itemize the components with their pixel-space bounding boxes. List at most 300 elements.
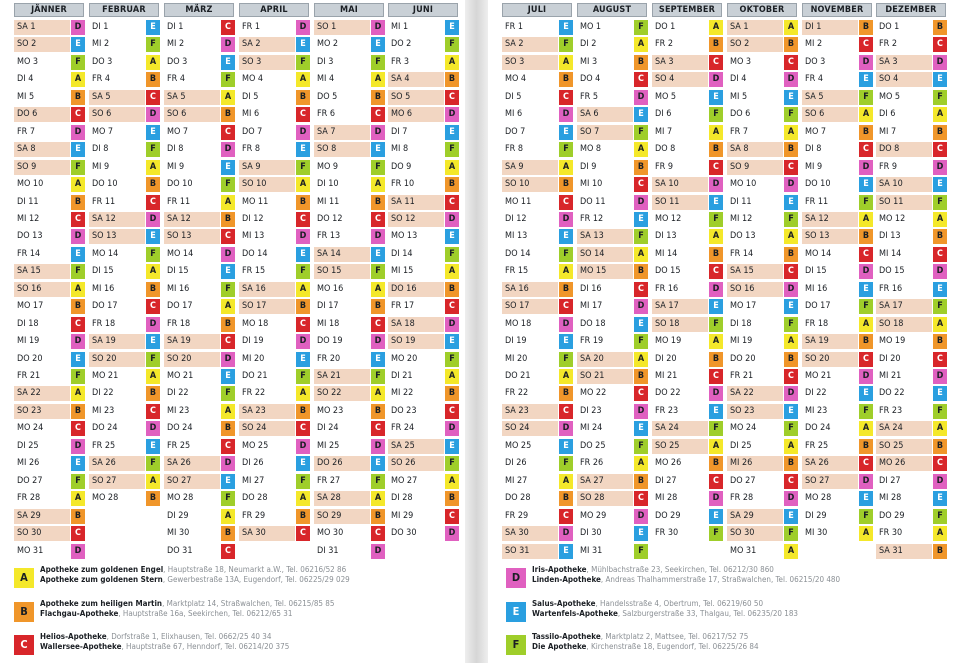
pharmacy-code-badge: C: [445, 404, 459, 419]
day-label: DO 7: [242, 126, 263, 137]
day-label: SA 13: [577, 229, 633, 244]
legend-code-box: A: [14, 568, 34, 588]
day-label: DO 2: [391, 39, 412, 50]
pharmacy-code-badge: E: [709, 90, 723, 105]
day-label: SA 26: [89, 456, 145, 471]
day-row: [502, 159, 574, 176]
day-label: SO 9: [727, 160, 783, 175]
day-label: MO 19: [879, 336, 906, 347]
day-label: MI 20: [242, 353, 265, 364]
pharmacy-code-badge: C: [71, 317, 85, 332]
pharmacy-code-badge: A: [445, 264, 459, 279]
day-row: [164, 368, 236, 385]
day-label: MI 15: [391, 266, 414, 277]
pharmacy-code-badge: F: [634, 20, 648, 35]
pharmacy-code-badge: E: [933, 386, 947, 401]
day-row: [14, 316, 86, 333]
pharmacy-code-badge: B: [371, 404, 385, 419]
pharmacy-code-badge: C: [445, 195, 459, 210]
pharmacy-code-badge: A: [933, 317, 947, 332]
day-label: FR 29: [505, 510, 529, 521]
pharmacy-address: , Handelsstraße 4, Obertrum, Tel. 06219/60 50: [595, 599, 764, 608]
day-label: DI 11: [730, 196, 752, 207]
day-label: DI 8: [167, 144, 184, 155]
day-row: [802, 316, 874, 333]
day-label: DI 31: [317, 545, 339, 556]
day-label: SA 17: [876, 299, 932, 314]
day-row: [876, 71, 948, 88]
day-row: [577, 19, 649, 36]
day-row: [727, 490, 799, 507]
day-label: MI 21: [879, 371, 902, 381]
day-row: [577, 438, 649, 455]
day-label: MI 12: [17, 213, 40, 224]
day-label: DO 19: [317, 336, 343, 347]
pharmacy-code-badge: E: [784, 404, 798, 419]
day-label: MI 14: [879, 248, 902, 259]
pharmacy-code-badge: E: [296, 37, 310, 52]
pharmacy-code-badge: D: [371, 125, 385, 140]
day-row: [14, 351, 86, 368]
month-header: DEZEMBER: [876, 3, 946, 17]
day-row: [802, 368, 874, 385]
day-row: [876, 246, 948, 263]
pharmacy-code-badge: D: [634, 404, 648, 419]
pharmacy-code-badge: E: [784, 509, 798, 524]
day-row: [727, 455, 799, 472]
pharmacy-code-badge: D: [371, 229, 385, 244]
day-label: MI 29: [391, 510, 414, 521]
pharmacy-code-badge: B: [371, 90, 385, 105]
pharmacy-code-badge: B: [784, 37, 798, 52]
pharmacy-code-badge: D: [634, 509, 648, 524]
pharmacy-address: , Marktplatz 2, Mattsee, Tel. 06217/52 75: [600, 632, 749, 641]
pharmacy-code-badge: A: [634, 247, 648, 262]
pharmacy-code-badge: F: [559, 37, 573, 52]
pharmacy-code-badge: E: [709, 404, 723, 419]
day-row: [164, 420, 236, 437]
day-label: SA 10: [652, 177, 708, 192]
pharmacy-code-badge: B: [71, 299, 85, 314]
day-row: [876, 141, 948, 158]
day-row: [14, 71, 86, 88]
day-row: [314, 19, 386, 36]
day-row: [239, 263, 311, 280]
legend-pharmacy-line: [532, 599, 763, 609]
pharmacy-code-badge: A: [371, 386, 385, 401]
day-row: [314, 385, 386, 402]
pharmacy-code-badge: D: [296, 125, 310, 140]
day-row: [876, 438, 948, 455]
day-row: [652, 176, 724, 193]
day-row: [89, 403, 161, 420]
pharmacy-code-badge: A: [559, 474, 573, 489]
day-label: SA 18: [388, 317, 444, 332]
day-row: [802, 438, 874, 455]
day-row: [164, 508, 236, 525]
day-row: [652, 141, 724, 158]
pharmacy-code-badge: A: [221, 195, 235, 210]
day-row: [164, 490, 236, 507]
pharmacy-code-badge: E: [221, 264, 235, 279]
pharmacy-code-badge: D: [445, 421, 459, 436]
day-row: [876, 159, 948, 176]
day-row: [89, 211, 161, 228]
pharmacy-code-badge: C: [445, 90, 459, 105]
day-label: MI 8: [391, 144, 409, 155]
day-row: [876, 351, 948, 368]
day-label: MO 24: [730, 423, 757, 434]
pharmacy-code-badge: F: [559, 352, 573, 367]
day-label: MO 11: [505, 196, 532, 207]
day-label: DO 24: [167, 423, 193, 434]
day-row: [89, 438, 161, 455]
day-row: [239, 106, 311, 123]
day-label: MI 9: [167, 161, 185, 172]
day-row: [314, 438, 386, 455]
pharmacy-code-badge: F: [146, 37, 160, 52]
day-label: FR 2: [655, 39, 674, 50]
day-label: FR 4: [167, 74, 186, 85]
day-row: [89, 54, 161, 71]
pharmacy-code-badge: D: [559, 317, 573, 332]
day-label: SO 13: [164, 229, 220, 244]
legend-pharmacy-line: [532, 632, 748, 642]
day-row: [727, 385, 799, 402]
pharmacy-code-badge: E: [296, 456, 310, 471]
day-label: MI 13: [505, 231, 528, 242]
pharmacy-code-badge: D: [445, 212, 459, 227]
day-row: [239, 298, 311, 315]
day-label: MO 10: [17, 179, 44, 190]
pharmacy-code-badge: E: [371, 142, 385, 157]
day-label: FR 21: [17, 371, 41, 381]
day-label: MO 7: [167, 126, 189, 137]
day-row: [727, 368, 799, 385]
day-row: [876, 543, 948, 560]
day-row: [652, 159, 724, 176]
day-label: SO 25: [652, 439, 708, 454]
pharmacy-code-badge: C: [933, 142, 947, 157]
pharmacy-code-badge: C: [559, 509, 573, 524]
day-row: [388, 246, 460, 263]
day-label: SA 19: [802, 334, 858, 349]
day-label: MO 8: [580, 144, 602, 155]
month-header: JUNI: [388, 3, 458, 17]
legend-pharmacy-line: [40, 609, 292, 619]
pharmacy-code-badge: B: [933, 439, 947, 454]
pharmacy-code-badge: A: [71, 282, 85, 297]
day-label: FR 16: [879, 283, 903, 294]
pharmacy-code-badge: F: [371, 369, 385, 384]
day-label: DO 20: [17, 353, 43, 364]
pharmacy-code-badge: F: [445, 37, 459, 52]
pharmacy-code-badge: B: [559, 177, 573, 192]
day-label: DI 22: [167, 388, 189, 399]
pharmacy-code-badge: D: [859, 369, 873, 384]
day-label: MI 23: [92, 405, 115, 416]
day-row: [388, 89, 460, 106]
pharmacy-code-badge: E: [859, 491, 873, 506]
day-label: DO 13: [730, 231, 756, 242]
day-label: FR 5: [580, 91, 599, 102]
day-label: DO 10: [167, 179, 193, 190]
pharmacy-code-badge: A: [709, 334, 723, 349]
pharmacy-code-badge: C: [296, 212, 310, 227]
day-label: MI 12: [730, 213, 753, 224]
left-page: [0, 0, 465, 663]
legend-code-box: F: [506, 635, 526, 655]
day-label: DI 19: [505, 336, 527, 347]
day-label: MI 17: [580, 301, 603, 312]
pharmacy-code-badge: E: [221, 55, 235, 70]
day-label: DO 28: [505, 493, 531, 504]
day-row: [502, 106, 574, 123]
day-row: [727, 211, 799, 228]
day-row: [164, 89, 236, 106]
pharmacy-code-badge: C: [371, 317, 385, 332]
pharmacy-code-badge: F: [296, 160, 310, 175]
pharmacy-code-badge: A: [296, 491, 310, 506]
pharmacy-code-badge: C: [634, 491, 648, 506]
day-label: SA 24: [876, 421, 932, 436]
day-row: [876, 19, 948, 36]
pharmacy-code-badge: A: [859, 526, 873, 541]
day-row: [652, 420, 724, 437]
day-label: DO 24: [92, 423, 118, 434]
day-label: MO 12: [655, 213, 682, 224]
day-label: DO 7: [505, 126, 526, 137]
day-row: [727, 141, 799, 158]
day-row: [502, 455, 574, 472]
pharmacy-code-badge: B: [709, 37, 723, 52]
day-row: [89, 36, 161, 53]
day-row: [727, 298, 799, 315]
day-row: [89, 490, 161, 507]
day-label: FR 12: [580, 213, 604, 224]
pharmacy-name: Die Apotheke: [532, 642, 587, 651]
day-label: MI 30: [805, 528, 828, 539]
day-label: SO 29: [314, 509, 370, 524]
day-label: SA 20: [577, 352, 633, 367]
day-row: [164, 19, 236, 36]
day-label: DI 2: [580, 39, 597, 50]
day-row: [577, 455, 649, 472]
day-label: FR 11: [167, 196, 191, 207]
day-row: [727, 543, 799, 560]
pharmacy-code-badge: E: [559, 125, 573, 140]
day-row: [314, 246, 386, 263]
day-label: SA 11: [388, 195, 444, 210]
pharmacy-code-badge: A: [709, 20, 723, 35]
pharmacy-code-badge: D: [221, 142, 235, 157]
pharmacy-code-badge: D: [71, 20, 85, 35]
day-row: [876, 333, 948, 350]
day-row: [652, 228, 724, 245]
pharmacy-code-badge: C: [784, 160, 798, 175]
day-label: MI 13: [242, 231, 265, 242]
day-label: SA 24: [652, 421, 708, 436]
day-label: MI 7: [879, 126, 897, 137]
day-label: SO 18: [652, 317, 708, 332]
day-row: [239, 124, 311, 141]
day-label: DI 11: [17, 196, 39, 207]
day-row: [802, 263, 874, 280]
day-row: [314, 211, 386, 228]
day-row: [727, 316, 799, 333]
day-row: [502, 525, 574, 542]
day-row: [164, 281, 236, 298]
day-row: [239, 194, 311, 211]
day-label: MI 3: [580, 56, 598, 67]
pharmacy-name: Linden-Apotheke: [532, 575, 601, 584]
day-label: SO 13: [802, 229, 858, 244]
day-label: DO 14: [242, 248, 268, 259]
pharmacy-code-badge: B: [296, 299, 310, 314]
day-row: [314, 71, 386, 88]
pharmacy-code-badge: D: [859, 160, 873, 175]
day-label: DO 8: [655, 144, 676, 155]
day-label: SO 11: [652, 195, 708, 210]
day-row: [502, 228, 574, 245]
pharmacy-name: Tassilo-Apotheke: [532, 632, 601, 641]
day-label: DI 20: [879, 353, 901, 364]
day-label: SO 28: [577, 491, 633, 506]
day-row: [577, 106, 649, 123]
pharmacy-code-badge: D: [71, 125, 85, 140]
pharmacy-code-badge: B: [371, 195, 385, 210]
day-row: [577, 333, 649, 350]
pharmacy-code-badge: D: [296, 439, 310, 454]
day-row: [502, 438, 574, 455]
pharmacy-code-badge: D: [71, 439, 85, 454]
legend-code-box: B: [14, 602, 34, 622]
pharmacy-code-badge: F: [371, 474, 385, 489]
day-label: MI 23: [167, 405, 190, 416]
day-row: [652, 19, 724, 36]
day-row: [314, 525, 386, 542]
day-row: [388, 54, 460, 71]
pharmacy-code-badge: D: [71, 229, 85, 244]
day-label: SO 17: [239, 299, 295, 314]
day-label: SO 13: [89, 229, 145, 244]
pharmacy-code-badge: F: [445, 247, 459, 262]
day-label: SA 26: [802, 456, 858, 471]
day-row: [388, 159, 460, 176]
day-row: [89, 71, 161, 88]
day-label: MO 16: [317, 283, 344, 294]
day-row: [239, 420, 311, 437]
day-label: DI 23: [580, 405, 602, 416]
day-row: [652, 298, 724, 315]
day-label: MI 7: [655, 126, 673, 137]
pharmacy-code-badge: A: [445, 474, 459, 489]
day-label: SA 5: [164, 90, 220, 105]
pharmacy-code-badge: C: [296, 107, 310, 122]
pharmacy-code-badge: B: [859, 20, 873, 35]
day-row: [577, 473, 649, 490]
day-row: [727, 36, 799, 53]
day-label: DI 15: [167, 266, 189, 277]
day-row: [89, 176, 161, 193]
pharmacy-code-badge: C: [371, 526, 385, 541]
day-label: MI 6: [242, 109, 260, 120]
day-label: FR 9: [655, 161, 674, 172]
day-label: SA 8: [14, 142, 70, 157]
day-row: [388, 403, 460, 420]
day-label: SA 26: [164, 456, 220, 471]
day-label: DI 12: [505, 213, 527, 224]
pharmacy-code-badge: E: [634, 107, 648, 122]
day-label: MI 27: [505, 475, 528, 486]
day-label: DO 13: [17, 231, 43, 242]
day-row: [239, 490, 311, 507]
pharmacy-code-badge: F: [859, 195, 873, 210]
day-label: SO 22: [314, 386, 370, 401]
day-row: [502, 385, 574, 402]
pharmacy-code-badge: A: [445, 369, 459, 384]
day-label: FR 11: [805, 196, 829, 207]
pharmacy-code-badge: D: [859, 264, 873, 279]
pharmacy-code-badge: D: [784, 491, 798, 506]
day-label: SO 17: [502, 299, 558, 314]
day-row: [164, 54, 236, 71]
pharmacy-code-badge: A: [559, 369, 573, 384]
pharmacy-code-badge: C: [634, 177, 648, 192]
day-row: [388, 71, 460, 88]
pharmacy-code-badge: A: [634, 142, 648, 157]
day-row: [502, 36, 574, 53]
pharmacy-code-badge: E: [71, 247, 85, 262]
day-label: DI 15: [805, 266, 827, 277]
pharmacy-code-badge: E: [146, 125, 160, 140]
day-row: [577, 508, 649, 525]
day-row: [89, 19, 161, 36]
month-header: JÄNNER: [14, 3, 84, 17]
pharmacy-code-badge: D: [445, 107, 459, 122]
day-label: DI 27: [879, 475, 901, 486]
day-row: [388, 263, 460, 280]
day-label: FR 8: [505, 144, 524, 155]
day-label: MI 18: [317, 318, 340, 329]
legend-pharmacy-line: [532, 575, 840, 585]
day-label: MO 24: [17, 423, 44, 434]
day-label: DO 16: [388, 282, 444, 297]
pharmacy-code-badge: A: [859, 421, 873, 436]
day-row: [314, 455, 386, 472]
day-row: [876, 211, 948, 228]
pharmacy-code-badge: D: [559, 107, 573, 122]
day-label: MO 27: [391, 475, 418, 486]
day-label: FR 3: [391, 56, 410, 67]
day-row: [802, 351, 874, 368]
pharmacy-code-badge: E: [559, 229, 573, 244]
day-row: [314, 141, 386, 158]
day-label: FR 30: [879, 528, 903, 539]
day-row: [876, 490, 948, 507]
pharmacy-name: Iris-Apotheke: [532, 565, 587, 574]
pharmacy-code-badge: B: [296, 509, 310, 524]
pharmacy-code-badge: D: [559, 421, 573, 436]
day-label: SO 23: [727, 404, 783, 419]
pharmacy-code-badge: D: [634, 195, 648, 210]
day-label: MI 24: [580, 423, 603, 434]
day-row: [388, 141, 460, 158]
day-row: [164, 141, 236, 158]
day-row: [14, 159, 86, 176]
day-row: [164, 385, 236, 402]
day-label: MI 19: [17, 336, 40, 347]
